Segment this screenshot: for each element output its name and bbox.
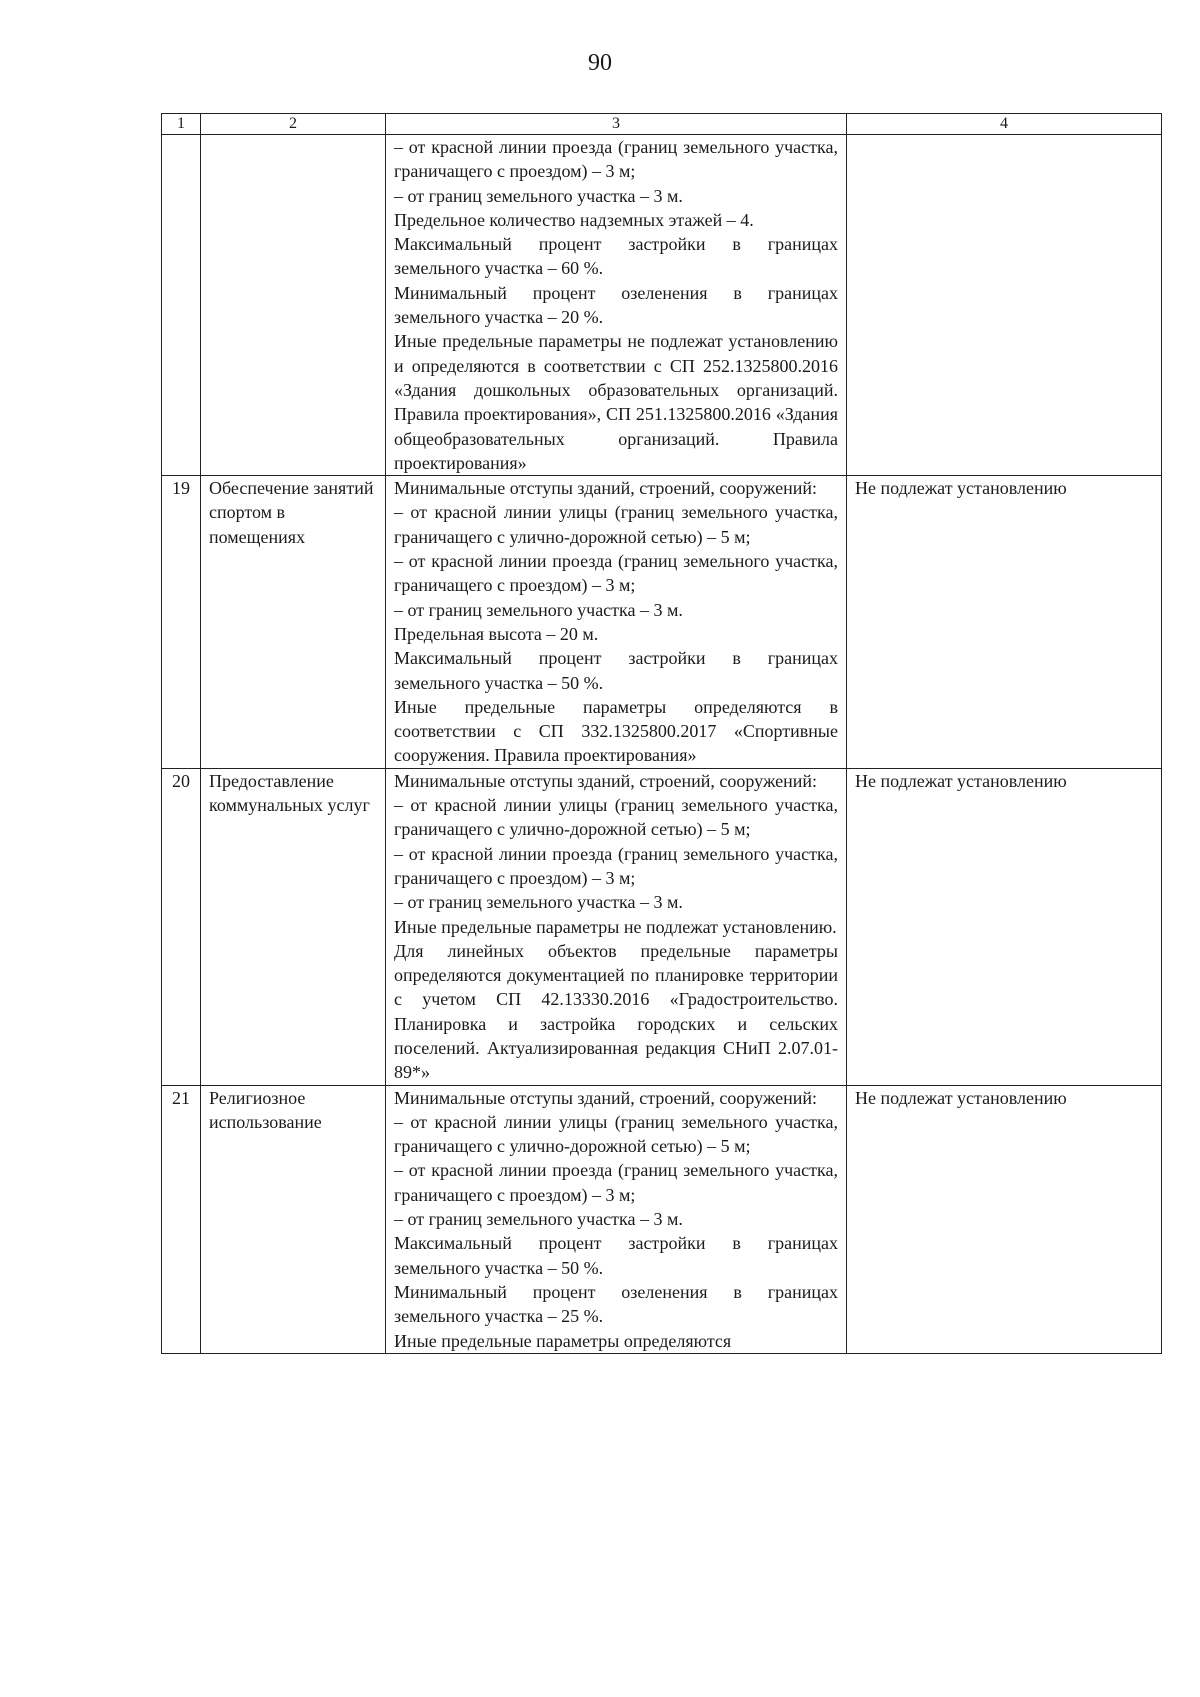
parameter-line: Иные предельные параметры не подлежат установлению. (394, 916, 837, 937)
parameter-line: – от красной линии проезда (границ земельного участка, граничащего с проездом) – 3 м; (394, 551, 838, 596)
column-header: 3 (386, 114, 847, 135)
parameter-line: Минимальные отступы зданий, строений, сооружений: (394, 478, 818, 499)
parameter-line: – от красной линии проезда (границ земельного участка, граничащего с проездом) – 3 м; (394, 137, 838, 182)
parameter-line: – от красной линии проезда (границ земельного участка, граничащего с проездом) – 3 м; (394, 1160, 838, 1205)
row-number-cell: 21 (162, 1085, 201, 1353)
parameter-line: – от красной линии улицы (границ земельного участка, граничащего с улично-дорожной сетью) – 5 м; (394, 502, 838, 547)
parameters-cell (386, 1085, 847, 1353)
note-cell (847, 135, 1162, 476)
row-number-cell (162, 135, 201, 476)
page-number: 90 (588, 50, 612, 76)
column-header: 1 (162, 114, 201, 135)
parameter-line: – от границ земельного участка – 3 м. (394, 1209, 683, 1230)
parameter-line: Максимальный процент застройки в границах земельного участка – 50 %. (394, 648, 838, 693)
parameter-line: Минимальный процент озеленения в границах земельного участка – 20 %. (394, 282, 838, 328)
parameter-line: – от границ земельного участка – 3 м. (394, 185, 683, 206)
note-cell: Не подлежат установлению (847, 476, 1162, 769)
parameter-line: Предельная высота – 20 м. (394, 623, 599, 644)
land-use-name-cell (201, 135, 386, 476)
parameter-line: Для линейных объектов предельные параметры определяются документацией по планировке территории с учетом СП 42.13330.2016 «Градостроительство. Планировка и застройка городских и сельских поселений. Актуализированная редакция СНиП 2.07.01-89*» (394, 940, 838, 1083)
parameter-line: Иные предельные параметры не подлежат установлению и определяются в соответствии с СП 252.1325800.2016 «Здания дошкольных образовательных организаций. Правила проектирования», СП 251.1325800.2016 «Здания общеобразовательных организаций. Правила проектирования» (394, 331, 838, 473)
table-row (162, 476, 1162, 769)
parameter-line: Максимальный процент застройки в границах земельного участка – 50 %. (394, 1233, 838, 1278)
parameter-line: Минимальный процент озеленения в границах земельного участка – 25 %. (394, 1281, 838, 1327)
parameter-line: – от красной линии проезда (границ земельного участка, граничащего с проездом) – 3 м; (394, 843, 838, 888)
parameter-line: – от красной линии улицы (границ земельного участка, граничащего с улично-дорожной сетью) – 5 м; (394, 1111, 838, 1157)
regulations-table (161, 113, 1162, 1354)
row-number-cell: 20 (162, 768, 201, 1085)
note-cell: Не подлежат установлению (847, 1085, 1162, 1353)
table-row (162, 1085, 1162, 1353)
parameter-line: Минимальные отступы зданий, строений, сооружений: (394, 1087, 818, 1108)
column-header: 2 (201, 114, 386, 135)
parameter-line: Иные предельные параметры определяются в соответствии с СП 332.1325800.2017 «Спортивные сооружения. Правила проектирования» (394, 696, 838, 766)
parameters-cell (386, 476, 847, 769)
land-use-name-cell: Обеспечение занятий спортом в помещениях (201, 476, 386, 769)
parameter-line: Предельное количество надземных этажей – 4. (394, 209, 754, 230)
parameter-line: Иные предельные параметры определяются (394, 1330, 732, 1351)
land-use-name-cell: Религиозное использование (201, 1085, 386, 1353)
column-header: 4 (847, 114, 1162, 135)
table-header-row (162, 114, 1162, 135)
parameter-line: Максимальный процент застройки в границах земельного участка – 60 %. (394, 234, 838, 279)
table-row-continuation (162, 135, 1162, 476)
parameter-line: Минимальные отступы зданий, строений, сооружений: (394, 770, 818, 791)
parameter-line: – от границ земельного участка – 3 м. (394, 599, 683, 620)
parameters-cell (386, 768, 847, 1085)
parameter-line: – от границ земельного участка – 3 м. (394, 892, 683, 913)
land-use-name-cell: Предоставление коммунальных услуг (201, 768, 386, 1085)
table-row (162, 768, 1162, 1085)
note-cell: Не подлежат установлению (847, 768, 1162, 1085)
parameter-line: – от красной линии улицы (границ земельного участка, граничащего с улично-дорожной сетью) – 5 м; (394, 795, 838, 840)
parameters-cell (386, 135, 847, 476)
row-number-cell: 19 (162, 476, 201, 769)
